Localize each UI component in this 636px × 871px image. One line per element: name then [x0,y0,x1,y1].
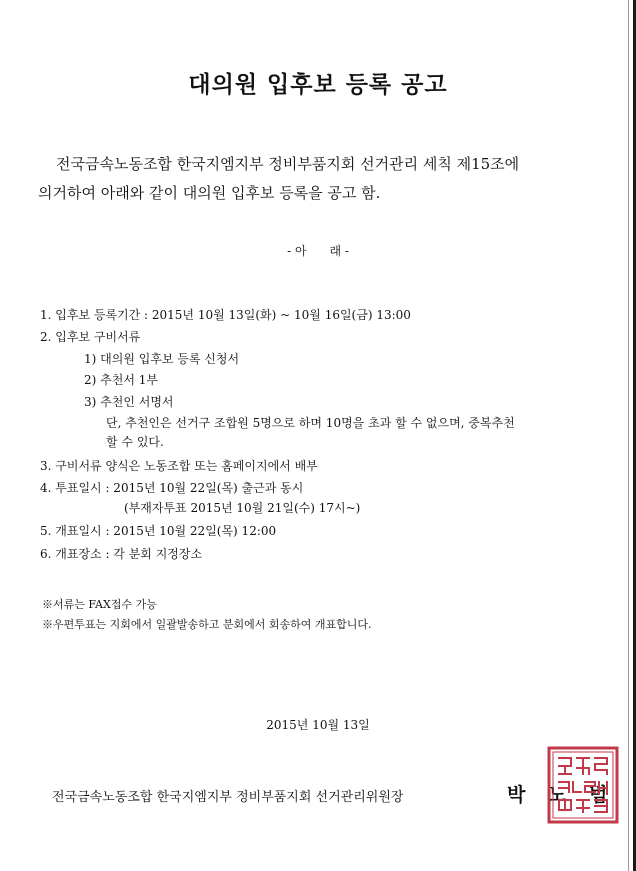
intro-paragraph [38,150,608,208]
list-item-required-documents: 2. 입후보 구비서류 [40,330,141,344]
issuer-organization: 전국금속노동조합 한국지엠지부 정비부품지회 선거관리위원장 [52,790,404,805]
issuer-name: 박 노 범 [507,784,616,806]
scan-edge-line [628,0,629,871]
intro-line-2: 의거하여 아래와 같이 대의원 입후보 등록을 공고 함. [38,184,381,202]
sub-item-application-form: 1) 대의원 입후보 등록 신청서 [84,352,240,366]
list-item-counting-place: 6. 개표장소 : 각 분회 지정장소 [40,547,203,561]
notice-date: 2015년 10월 13일 [266,718,370,732]
list-item-counting-date: 5. 개표일시 : 2015년 10월 22일(목) 12:00 [40,524,277,538]
list-item-forms-distribution: 3. 구비서류 양식은 노동조합 또는 홈페이지에서 배부 [40,459,318,473]
sub-item-signature-list: 3) 추천인 서명서 [84,395,174,409]
sub-item-recommendation: 2) 추천서 1부 [84,373,158,387]
official-seal-icon [545,744,621,826]
note-fax: ※서류는 FAX접수 가능 [42,598,157,611]
recommender-note-2: 할 수 있다. [106,435,164,449]
list-item-registration-period: 1. 입후보 등록기간 : 2015년 10월 13일(화) ~ 10월 16일(금) 13:00 [40,308,411,322]
notice-title: 대의원 입후보 등록 공고 [188,71,448,98]
note-mail-vote: ※우편투표는 지회에서 일괄발송하고 분회에서 회송하여 개표합니다. [42,618,372,631]
list-item-voting-date: 4. 투표일시 : 2015년 10월 22일(목) 출근과 동시 [40,481,304,495]
section-separator: - 아 래 - [287,244,349,258]
intro-line-1: 전국금속노동조합 한국지엠지부 정비부품지회 선거관리 세칙 제15조에 [56,155,520,173]
recommender-note-1: 단, 추천인은 선거구 조합원 5명으로 하며 10명을 초과 할 수 없으며, 중복추천 [106,416,515,430]
absentee-voting-note: (부재자투표 2015년 10월 21일(수) 17시~) [124,501,361,515]
